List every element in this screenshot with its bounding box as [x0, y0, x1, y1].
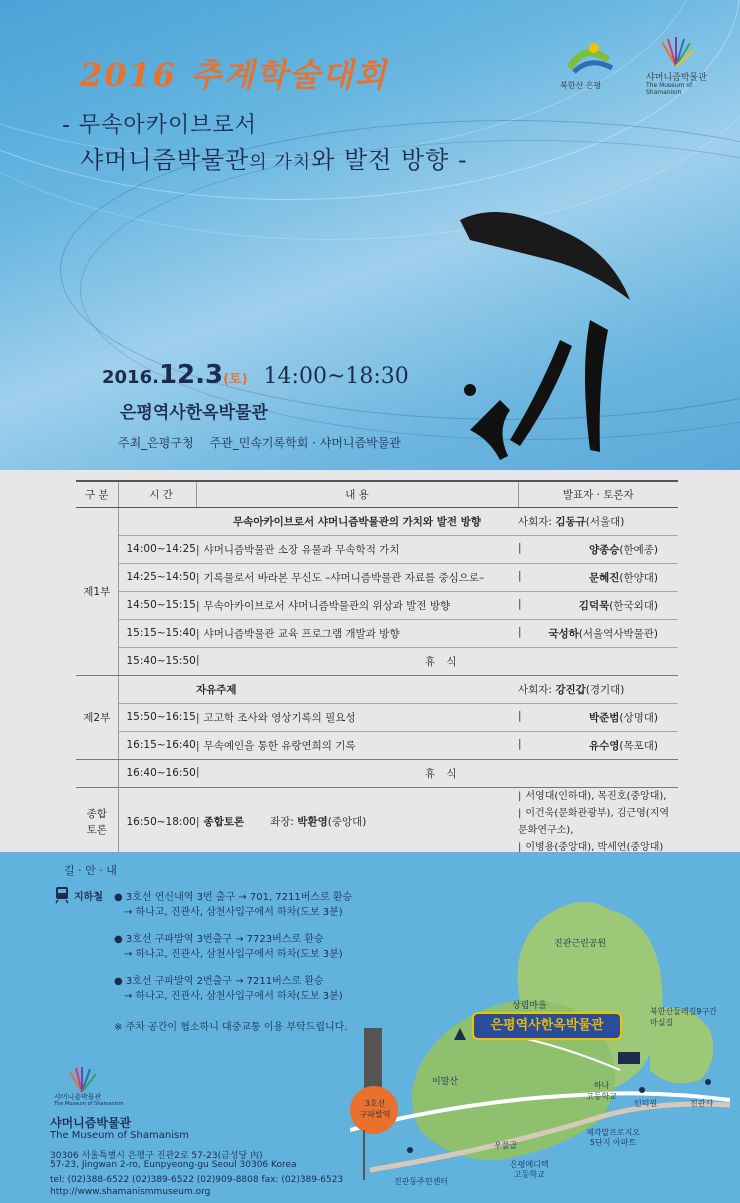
location-map	[350, 880, 730, 1190]
row-topic: | 무속아카이브로서 샤머니즘박물관의 위상과 발전 방향	[196, 599, 451, 612]
table-row	[76, 507, 678, 535]
row-topic: | 샤머니즘박물관 교육 프로그램 개발과 방향	[196, 627, 400, 640]
map-label-trail: 북한산둘레길9구간 마실길	[650, 1007, 717, 1027]
table-row	[76, 647, 678, 675]
host-info	[118, 434, 417, 451]
route-item-2: ● 3호선 구파발역 3번출구 → 7723버스로 환승 → 하나고, 진관사, 삼천사입구에서 하차(도보 3분)	[114, 934, 343, 960]
part1-label: 제1부	[76, 507, 118, 675]
map-label-mountain: 이말산	[432, 1077, 459, 1087]
part3-topic: | 종합토론 좌장: 박환영(중앙대)	[196, 816, 367, 828]
part3-panel: | 서영대(인하대), 목진호(중앙대), | 이건욱(문화관광부), 김근영(지역문화연구소), | 이병용(중앙대), 박세연(중앙대)	[518, 790, 670, 853]
table-row	[76, 787, 678, 857]
host-organizer: 주최_은평구청	[118, 436, 194, 450]
subtitle-direction: 와 발전 방향 -	[311, 146, 468, 174]
event-time: 14:00~18:30	[263, 364, 409, 389]
museum-logo-text: 샤머니즘박물관	[646, 73, 707, 83]
date-month-day: 12.3	[158, 360, 224, 390]
map-label-center: 진관동주민센터	[394, 1177, 449, 1186]
row-speaker: | 문혜진(한양대)	[518, 569, 658, 584]
subtitle-line-1: - 무속아카이브로서	[62, 113, 257, 138]
parking-note: ※ 주차 공간이 협소하니 대중교통 이용 부탁드립니다.	[114, 1022, 348, 1033]
map-museum-marker: 은평역사한옥박물관	[472, 1012, 622, 1040]
break-time: 16:40~16:50	[126, 767, 196, 779]
map-label-apartment: 제각말프로지오 5단지 아파트	[586, 1128, 641, 1147]
host-manager: 주관_민속기록학회 · 샤머니즘박물관	[209, 436, 401, 450]
part2-moderator: 사회자: 강진갑(경기대)	[518, 683, 625, 696]
part3-time: 16:50~18:00	[126, 815, 196, 828]
logo-group	[560, 36, 720, 96]
subtitle-museum: 샤머니즘박물관	[80, 146, 250, 174]
schedule-table	[76, 480, 678, 858]
part1-title: 무속아카이브로서 샤머니즘박물관의 가치와 발전 방향	[233, 515, 481, 528]
subtitle-value: 의 가치	[249, 152, 312, 173]
map-label-well: 우물골	[494, 1141, 518, 1150]
map-label-school: 하나 고등학교	[586, 1081, 617, 1101]
eunpyeong-logo-icon	[564, 38, 616, 78]
subway-icon	[54, 886, 70, 904]
row-time: 14:00~14:25	[126, 543, 196, 555]
row-topic: | 고고학 조사와 영상기록의 필요성	[196, 711, 356, 724]
map-label-station: 3호선 구파발역	[359, 1099, 391, 1119]
poster-header	[0, 0, 740, 470]
moderator-label: 사회자:	[518, 515, 552, 528]
col-header-content: 내 용	[196, 481, 518, 507]
part3-label: 종합 토론	[76, 787, 118, 857]
footer-logo-sub: The Museum of Shamanism	[54, 1101, 124, 1107]
row-speaker: | 김덕묵(한국외대)	[518, 597, 658, 612]
row-topic: | 샤머니즘박물관 소장 유물과 무속학적 가치	[196, 543, 400, 556]
row-time: 14:25~14:50	[126, 571, 196, 583]
date-weekday: (토)	[223, 372, 248, 387]
subway-label: 지하철	[74, 892, 103, 903]
directions-title: 길 · 안 · 내	[64, 864, 117, 877]
museum-name-ko: 샤머니즘박물관	[50, 1116, 132, 1130]
table-row	[76, 563, 678, 591]
map-label-hospital: 은평메디텍 고등학교	[510, 1160, 549, 1179]
row-speaker: | 유수영(목포대)	[518, 737, 658, 752]
date-year: 2016.	[102, 367, 159, 388]
table-row	[76, 535, 678, 563]
event-venue: 은평역사한옥박물관	[120, 403, 268, 423]
table-row	[76, 703, 678, 731]
museum-logo-icon	[656, 36, 696, 70]
part2-label: 제2부	[76, 675, 118, 759]
part2-title: 자유주제	[196, 683, 237, 696]
eunpyeong-logo-text: 북한산 은평	[560, 81, 602, 90]
map-label-village: 상림마을	[512, 1001, 547, 1011]
col-header-time: 시 간	[118, 481, 196, 507]
subtitle-line-2	[80, 140, 468, 175]
museum-logo-sub: The Museum of Shamanism	[646, 82, 693, 96]
schedule-section	[0, 470, 740, 852]
event-date	[102, 360, 409, 390]
row-topic: | 기록물로서 바라본 무신도 –샤머니즘박물관 자료를 중심으로–	[196, 571, 485, 584]
website-link[interactable]: http://www.shamanismmuseum.org	[50, 1187, 211, 1197]
route-item-3: ● 3호선 구파발역 2번출구 → 7211버스로 환승 → 하나고, 진관사, 삼천사입구에서 하차(도보 3분)	[114, 976, 343, 1002]
row-time: 14:50~15:15	[126, 599, 196, 611]
col-header-category: 구 분	[76, 481, 118, 507]
table-row	[76, 759, 678, 787]
row-time: 16:15~16:40	[126, 739, 196, 751]
museum-name-en: The Museum of Shamanism	[50, 1130, 189, 1141]
table-row	[76, 731, 678, 759]
col-header-speakers: 발표자 · 토론자	[518, 481, 678, 507]
route-item-1: ● 3호선 연신내역 3번 출구 → 701, 7211버스로 환승 → 하나고, 진관사, 삼천사입구에서 하차(도보 3분)	[114, 892, 353, 918]
row-topic: | 무속예인을 통한 유랑연희의 기록	[196, 739, 356, 752]
break-label: | 휴 식	[196, 653, 461, 668]
table-row	[76, 591, 678, 619]
row-time: 15:50~16:15	[126, 711, 196, 723]
address-en: 57-23, Jingwan 2-ro, Eunpyeong-gu Seoul 30306 Korea	[50, 1160, 297, 1170]
break-label: | 휴 식	[196, 765, 461, 780]
contact-info: tel: (02)388-6522 (02)389-6522 (02)909-8808 fax: (02)389-6523	[50, 1175, 344, 1185]
map-label-park: 진관근린공원	[554, 939, 607, 949]
map-label-jingwansa: 진관사	[690, 1099, 714, 1108]
row-time: 15:15~15:40	[126, 627, 196, 639]
table-row	[76, 675, 678, 703]
row-speaker: | 박준범(상명대)	[518, 709, 658, 724]
address-ko: 30306 서울특별시 은평구 진관2로 57-23(금성당 內)	[50, 1151, 263, 1161]
table-header-row	[76, 481, 678, 507]
calligraphy-brush-icon	[440, 190, 650, 470]
table-row	[76, 619, 678, 647]
footer-logo-icon	[64, 1066, 100, 1094]
break-time: 15:40~15:50	[126, 655, 196, 667]
footer-logo-text: 샤머니즘박물관	[54, 1093, 102, 1101]
festival-title: 2016 추계학술대회	[80, 56, 388, 94]
part1-moderator: 사회자: 김동규(서울대)	[518, 515, 625, 528]
row-speaker: | 양종승(한예종)	[518, 541, 658, 556]
row-speaker: | 국성하(서울역사박물관)	[518, 625, 658, 640]
map-label-inmok: 인덕원	[634, 1099, 658, 1108]
